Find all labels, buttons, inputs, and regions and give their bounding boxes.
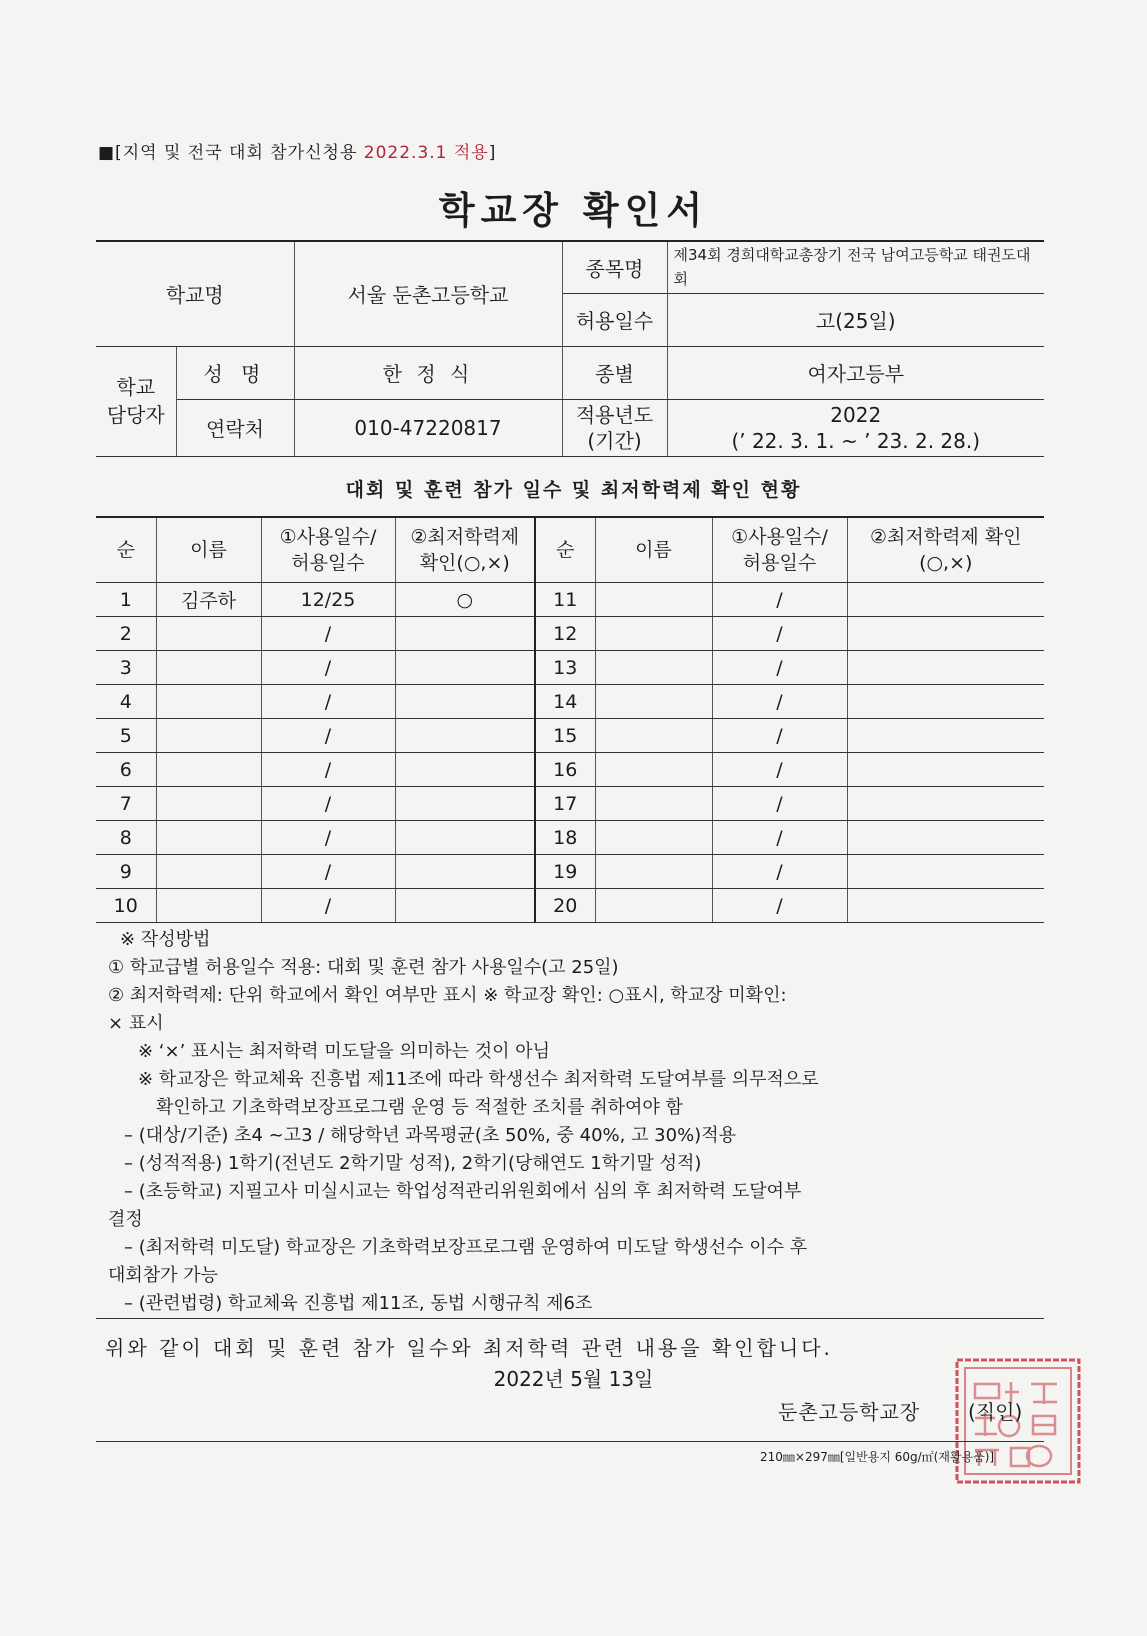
- days-used: /: [261, 787, 395, 821]
- days-used-2: /: [712, 753, 847, 787]
- days-used: /: [261, 821, 395, 855]
- row-number: 10: [96, 889, 156, 923]
- name-label: 성 명: [176, 346, 294, 399]
- min-academic-check: [395, 821, 535, 855]
- header-min-academic: ②최저학력제 확인(○,×): [395, 517, 535, 583]
- event-name: 제34회 경희대학교총장기 전국 남여고등학교 태권도대회: [667, 241, 1044, 293]
- year-period: (’ 22. 3. 1. ~ ’ 23. 2. 28.): [731, 428, 981, 453]
- row-number: 2: [96, 617, 156, 651]
- status-subtitle: 대회 및 훈련 참가 일수 및 최저학력제 확인 현황: [345, 479, 802, 501]
- row-number: 4: [96, 685, 156, 719]
- table-header-row: [96, 517, 1044, 583]
- days-used-2: /: [712, 855, 847, 889]
- days-used: /: [261, 617, 395, 651]
- days-used-2: /: [712, 685, 847, 719]
- seal-mark: (직인): [968, 1400, 1023, 1424]
- row-number-2: 12: [535, 617, 595, 651]
- table-row: [96, 719, 1044, 753]
- table-row: [96, 753, 1044, 787]
- allowed-days-label: 허용일수: [562, 293, 667, 346]
- student-name-2: [595, 889, 712, 923]
- days-used: /: [261, 685, 395, 719]
- participation-table: [96, 516, 1044, 923]
- table-row: [96, 855, 1044, 889]
- instruction-1: ① 학교급별 허용일수 적용: 대회 및 훈련 참가 사용일수(고 25일): [108, 957, 619, 978]
- instruction-8-cont: 대회참가 가능: [108, 1265, 219, 1286]
- division-label: 종별: [562, 346, 667, 399]
- student-name-2: [595, 583, 712, 617]
- min-academic-check-2: [847, 753, 1044, 787]
- table-row: [96, 583, 1044, 617]
- row-number: 7: [96, 787, 156, 821]
- document-title: 학교장 확인서: [438, 189, 709, 232]
- student-name: [156, 651, 261, 685]
- instruction-2-cont: × 표시: [108, 1013, 164, 1034]
- min-academic-check-2: [847, 821, 1044, 855]
- min-academic-check-2: [847, 651, 1044, 685]
- days-used: 12/25: [261, 583, 395, 617]
- table-row: [96, 685, 1044, 719]
- allowed-days: 고(25일): [667, 293, 1044, 346]
- days-used-2: /: [712, 889, 847, 923]
- min-academic-check: [395, 787, 535, 821]
- divider-bottom: [96, 1441, 1044, 1442]
- min-academic-check: [395, 889, 535, 923]
- header-no: 순: [96, 517, 156, 583]
- days-used-2: /: [712, 651, 847, 685]
- student-name: [156, 889, 261, 923]
- table-row: [96, 651, 1044, 685]
- usage-prefix: ■[지역 및 전국 대회 참가신청용: [98, 143, 364, 163]
- instruction-3: ※ ‘×’ 표시는 최저학력 미도달을 의미하는 것이 아님: [138, 1041, 551, 1062]
- min-academic-check-2: [847, 583, 1044, 617]
- instruction-2: ② 최저학력제: 단위 학교에서 확인 여부만 표시 ※ 학교장 확인: ○표시, 학교장 미확인:: [108, 985, 787, 1006]
- school-name-label: 학교명: [96, 241, 294, 346]
- min-academic-check-2: [847, 855, 1044, 889]
- student-name-2: [595, 651, 712, 685]
- min-academic-check: [395, 685, 535, 719]
- table-row: [96, 787, 1044, 821]
- student-name-2: [595, 719, 712, 753]
- header-name: 이름: [156, 517, 261, 583]
- header-no-2: 순: [535, 517, 595, 583]
- application-year: [667, 399, 1044, 456]
- student-name-2: [595, 821, 712, 855]
- row-number-2: 18: [535, 821, 595, 855]
- phone-number: 010-47220817: [294, 399, 562, 456]
- days-used-2: /: [712, 719, 847, 753]
- row-number-2: 11: [535, 583, 595, 617]
- student-name: [156, 855, 261, 889]
- principal-signature: 둔촌고등학교장: [778, 1400, 921, 1424]
- days-used: /: [261, 753, 395, 787]
- row-number-2: 17: [535, 787, 595, 821]
- phone-label: 연락처: [176, 399, 294, 456]
- instruction-7-cont: 결정: [108, 1209, 143, 1230]
- min-academic-check-2: [847, 719, 1044, 753]
- days-used: /: [261, 719, 395, 753]
- instruction-7: – (초등학교) 지필고사 미실시교는 학업성적관리위원회에서 심의 후 최저학력 도달여부: [124, 1181, 802, 1202]
- student-name-2: [595, 753, 712, 787]
- days-used: /: [261, 855, 395, 889]
- student-name: [156, 787, 261, 821]
- days-used: /: [261, 651, 395, 685]
- instructions-heading: ※ 작성방법: [120, 929, 211, 950]
- row-number-2: 14: [535, 685, 595, 719]
- student-name-2: [595, 685, 712, 719]
- min-academic-check: [395, 855, 535, 889]
- year-value: 2022: [830, 402, 882, 427]
- instructions: [108, 926, 1038, 1318]
- year-label: 적용년도 (기간): [562, 399, 667, 456]
- min-academic-check: [395, 617, 535, 651]
- usage-suffix: ]: [488, 143, 497, 163]
- min-academic-check: [395, 719, 535, 753]
- student-name-2: [595, 617, 712, 651]
- paper-spec: 210㎜×297㎜[일반용지 60g/㎡(재활용품)]: [760, 1450, 995, 1464]
- min-academic-check-2: [847, 617, 1044, 651]
- school-name: 서울 둔촌고등학교: [294, 241, 562, 346]
- student-name: [156, 821, 261, 855]
- row-number-2: 16: [535, 753, 595, 787]
- instruction-8: – (최저학력 미도달) 학교장은 기초학력보장프로그램 운영하여 미도달 학생선수 이수 후: [124, 1237, 808, 1258]
- student-name: [156, 719, 261, 753]
- student-name: [156, 753, 261, 787]
- header-min-academic-2: ②최저학력제 확인(○,×): [847, 517, 1044, 583]
- form-usage-note: [98, 138, 496, 163]
- event-label: 종목명: [562, 241, 667, 293]
- row-number-2: 20: [535, 889, 595, 923]
- row-number: 3: [96, 651, 156, 685]
- divider-top: [96, 1318, 1044, 1319]
- min-academic-check: [395, 753, 535, 787]
- confirmation-statement: 위와 같이 대회 및 훈련 참가 일수와 최저학력 관련 내용을 확인합니다.: [105, 1336, 833, 1360]
- row-number-2: 19: [535, 855, 595, 889]
- min-academic-check-2: [847, 685, 1044, 719]
- days-used-2: /: [712, 787, 847, 821]
- table-row: [96, 821, 1044, 855]
- applied-date: 2022.3.1 적용: [363, 143, 489, 163]
- min-academic-check: ○: [395, 583, 535, 617]
- header-days-2: ①사용일수/ 허용일수: [712, 517, 847, 583]
- instruction-6: – (성적적용) 1학기(전년도 2학기말 성적), 2학기(당해연도 1학기말 성적): [124, 1153, 702, 1174]
- table-row: [96, 617, 1044, 651]
- student-name: [156, 617, 261, 651]
- student-name: [156, 685, 261, 719]
- row-number-2: 15: [535, 719, 595, 753]
- days-used-2: /: [712, 617, 847, 651]
- row-number: 8: [96, 821, 156, 855]
- min-academic-check-2: [847, 787, 1044, 821]
- min-academic-check: [395, 651, 535, 685]
- days-used-2: /: [712, 821, 847, 855]
- header-name-2: 이름: [595, 517, 712, 583]
- student-name-2: [595, 855, 712, 889]
- header-days: ①사용일수/ 허용일수: [261, 517, 395, 583]
- instruction-4-cont: 확인하고 기초학력보장프로그램 운영 등 적절한 조치를 취하여야 함: [156, 1097, 683, 1118]
- min-academic-check-2: [847, 889, 1044, 923]
- school-info-table: [96, 240, 1044, 457]
- row-number: 1: [96, 583, 156, 617]
- table-row: [96, 889, 1044, 923]
- issue-date: 2022년 5월 13일: [493, 1367, 654, 1391]
- days-used: /: [261, 889, 395, 923]
- instruction-4: ※ 학교장은 학교체육 진흥법 제11조에 따라 학생선수 최저학력 도달여부를 의무적으로: [138, 1069, 819, 1090]
- student-name: 김주하: [156, 583, 261, 617]
- row-number: 6: [96, 753, 156, 787]
- row-number: 5: [96, 719, 156, 753]
- instruction-5: – (대상/기준) 초4 ~고3 / 해당학년 과목평균(초 50%, 중 40%, 고 30%)적용: [124, 1125, 736, 1146]
- division: 여자고등부: [667, 346, 1044, 399]
- student-name-2: [595, 787, 712, 821]
- days-used-2: /: [712, 583, 847, 617]
- row-number: 9: [96, 855, 156, 889]
- instruction-9: – (관련법령) 학교체육 진흥법 제11조, 동법 시행규칙 제6조: [124, 1293, 593, 1314]
- contact-person-label: 학교 담당자: [96, 346, 176, 456]
- contact-name: 한 정 식: [294, 346, 562, 399]
- row-number-2: 13: [535, 651, 595, 685]
